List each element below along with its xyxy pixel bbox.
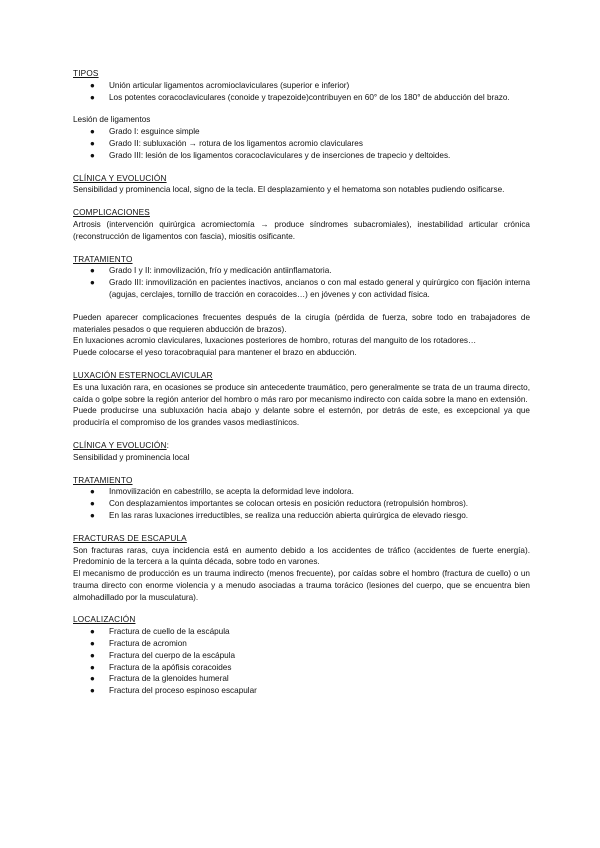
list-localizacion bbox=[73, 626, 530, 697]
section-tratamiento-2 bbox=[73, 475, 530, 522]
bullet-icon: ● bbox=[90, 627, 95, 637]
section-complicaciones bbox=[73, 207, 530, 242]
list-item: ● Fractura del proceso espinoso escapular bbox=[90, 686, 257, 696]
paragraph: Sensibilidad y prominencia local bbox=[73, 452, 190, 462]
heading-fracturas: FRACTURAS DE ESCAPULA bbox=[73, 533, 187, 543]
list-item: ● Unión articular ligamentos acromioclaviculares (superior e inferior) bbox=[90, 80, 350, 90]
heading-clinica: CLÍNICA Y EVOLUCIÓN bbox=[73, 173, 167, 183]
section-luxacion-esternoclavicular bbox=[73, 370, 530, 429]
list-item: ● Grado I: esguince simple bbox=[90, 127, 200, 137]
heading-clinica-2: CLÍNICA Y EVOLUCIÓN: bbox=[73, 440, 169, 450]
bullet-icon: ● bbox=[90, 80, 95, 90]
list-item: ● Grado II: subluxación → rotura de los ligamentos acromio claviculares bbox=[90, 138, 363, 148]
bullet-icon: ● bbox=[90, 487, 95, 497]
heading-luxacion: LUXACIÓN ESTERNOCLAVICULAR bbox=[73, 370, 213, 380]
paragraph: Es una luxación rara, en ocasiones se produce sin antecedente traumático, pero generalmente se trata de un trauma directo, caída o golpe sobre la región anterior del hombro o más raro por mecanismo indirecto con caída sobre la mano en extensión. bbox=[73, 382, 530, 404]
bullet-icon: ● bbox=[90, 650, 95, 660]
list-item: ● Con desplazamientos importantes se colocan ortesis en posición reductora (retropulsión hombros). bbox=[90, 499, 469, 509]
list-item: ● Grado III: lesión de los ligamentos coracoclaviculares y de inserciones de trapecio y deltoides. bbox=[90, 150, 451, 160]
list-lesion bbox=[73, 126, 530, 161]
bullet-icon: ● bbox=[90, 266, 95, 276]
section-localizacion bbox=[73, 614, 530, 697]
heading-localizacion: LOCALIZACIÓN bbox=[73, 615, 136, 625]
list-item: ● Fractura de la apófisis coracoides bbox=[90, 662, 232, 672]
list-item: ● Fractura de acromion bbox=[90, 639, 187, 649]
section-tratamiento bbox=[73, 254, 530, 359]
heading-lesion: Lesión de ligamentos bbox=[73, 115, 151, 125]
list-tratamiento-2 bbox=[73, 486, 530, 521]
bullet-icon: ● bbox=[90, 510, 95, 520]
section-fracturas-escapula bbox=[73, 533, 530, 604]
list-item: ● Inmovilización en cabestrillo, se acepta la deformidad leve indolora. bbox=[90, 487, 354, 497]
bullet-icon: ● bbox=[90, 499, 95, 509]
bullet-icon: ● bbox=[90, 686, 95, 696]
section-clinica-evolucion-2 bbox=[73, 440, 530, 464]
bullet-icon: ● bbox=[90, 278, 95, 288]
heading-tratamiento-2: TRATAMIENTO bbox=[73, 475, 133, 485]
bullet-icon: ● bbox=[90, 639, 95, 649]
paragraph: Artrosis (intervención quirúrgica acromiectomía → produce síndromes subacromiales), inestabilidad articular crónica (reconstrucción de ligamentos con fascia), miositis osificante. bbox=[73, 219, 530, 241]
bullet-icon: ● bbox=[90, 92, 95, 102]
paragraph: En luxaciones acromio claviculares, luxaciones posteriores de hombro, roturas del manguito de los rotadores… bbox=[73, 336, 477, 346]
paragraph: Pueden aparecer complicaciones frecuentes después de la cirugía (pérdida de fuerza, sobre todo en trabajadores de materiales pesados o que requieren abducción de brazos). bbox=[73, 312, 530, 334]
list-item: ● Grado III: inmovilización en pacientes inactivos, ancianos o con mal estado general y quirúrgico con fijación interna (agujas, cerclajes, tornillo de tracción en coracoides…) en jóvenes y con actividad física. bbox=[90, 278, 530, 299]
bullet-icon: ● bbox=[90, 150, 95, 160]
list-tratamiento bbox=[73, 265, 530, 300]
paragraph: Puede colocarse el yeso toracobraquial para mantener el brazo en abducción. bbox=[73, 348, 357, 358]
list-item: ● Fractura de cuello de la escápula bbox=[90, 627, 230, 637]
list-tipos bbox=[73, 80, 530, 104]
paragraph: Puede producirse una subluxación hacia abajo y delante sobre el esternón, por detrás de este, es excepcional ya que produciría el compromiso de los grandes vasos mediastínicos. bbox=[73, 406, 530, 428]
list-item: ● Fractura de la glenoides humeral bbox=[90, 674, 229, 684]
heading-tratamiento: TRATAMIENTO bbox=[73, 254, 133, 264]
section-lesion-ligamentos bbox=[73, 114, 530, 161]
heading-complicaciones: COMPLICACIONES bbox=[73, 208, 150, 218]
bullet-icon: ● bbox=[90, 138, 95, 148]
list-item: ● Fractura del cuerpo de la escápula bbox=[90, 650, 236, 660]
heading-tipos: TIPOS bbox=[73, 69, 99, 78]
bullet-icon: ● bbox=[90, 127, 95, 137]
list-item: ● En las raras luxaciones irreductibles, se realiza una reducción abierta quirúrgica de elevado riesgo. bbox=[90, 510, 469, 520]
bullet-icon: ● bbox=[90, 674, 95, 684]
section-clinica-evolucion bbox=[73, 173, 530, 197]
list-item: ● Los potentes coracoclaviculares (conoide y trapezoide)contribuyen en 60° de los 180° de abducción del brazo. bbox=[90, 92, 510, 102]
section-tipos bbox=[73, 68, 530, 103]
paragraph: El mecanismo de producción es un trauma indirecto (menos frecuente), por caídas sobre el hombro (fractura de cuello) o un trauma directo con enorme violencia y a menudo asociadas a trauma torácico (lesiones del cuerpo, que se encuentra bien almohadillado por la musculatura). bbox=[73, 569, 530, 602]
paragraph: Son fracturas raras, cuya incidencia está en aumento debido a los accidentes de tráfico (accidentes de fuerte energía). Predominio de la tercera a la quinta década, sobre todo en varones. bbox=[73, 545, 530, 567]
bullet-icon: ● bbox=[90, 662, 95, 672]
list-item: ● Grado I y II: inmovilización, frío y medicación antiinflamatoria. bbox=[90, 266, 332, 276]
paragraph: Sensibilidad y prominencia local, signo de la tecla. El desplazamiento y el hematoma son notables pudiendo osificarse. bbox=[73, 185, 505, 195]
